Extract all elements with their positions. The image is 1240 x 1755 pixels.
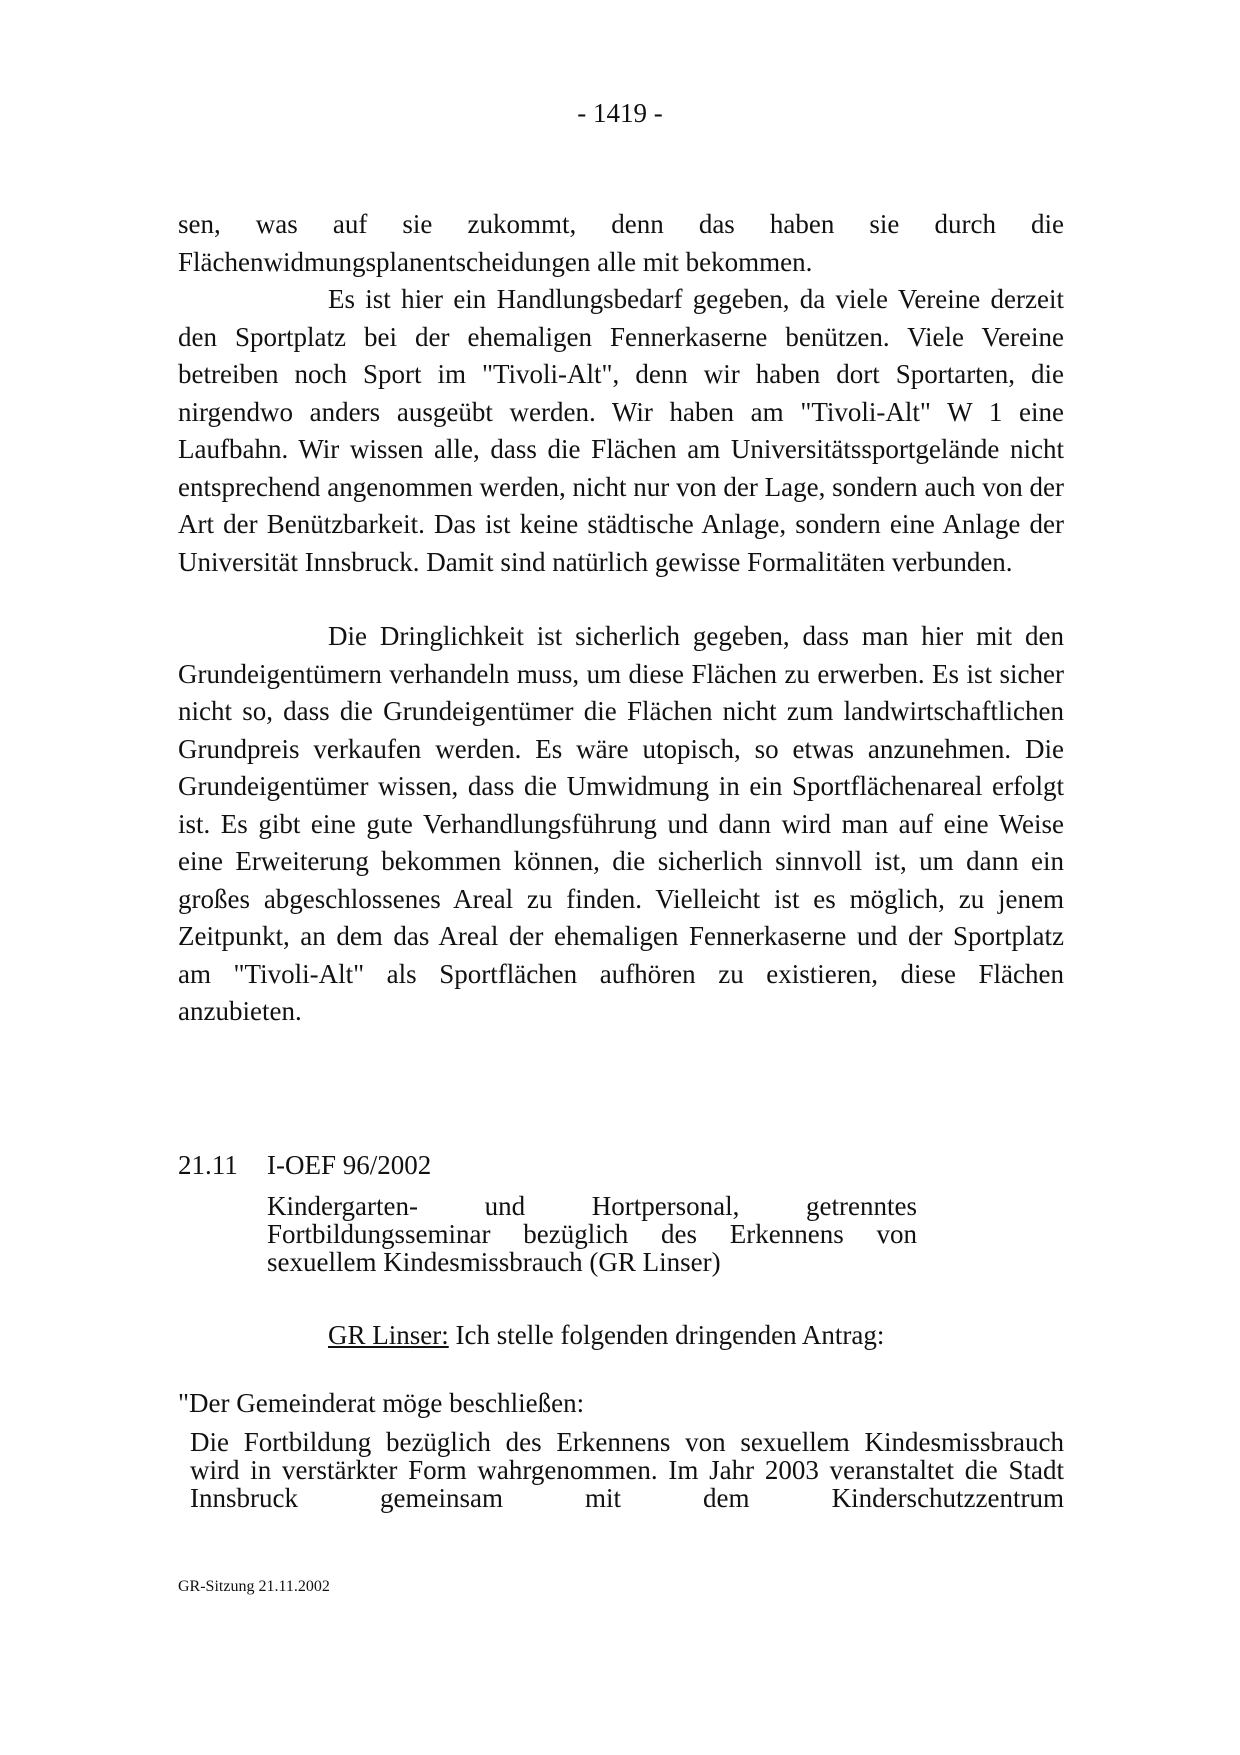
motion-intro — [328, 1318, 884, 1352]
section-reference: I-OEF 96/2002 — [267, 1150, 432, 1180]
paragraph-text: sen, was auf sie zukommt, denn das haben sie durch die Flächenwidmungsplanentscheidungen alle mit bekommen. — [178, 209, 1064, 277]
page-footer: GR-Sitzung 21.11.2002 — [178, 1578, 330, 1595]
paragraph-text: Es ist hier ein Handlungsbedarf gegeben, da viele Vereine derzeit den Sportplatz bei der ehemaligen Fennerkaserne benützen. Viele Vereine betreiben noch Sport im "Tivoli-Alt", denn wir haben dort Sportarten, die nirgendwo anders ausgeübt werden. Wir haben am "Tivoli-Alt" W 1 eine Laufbahn. Wir wissen alle, dass die Flächen am Universitätssportgelände nicht entsprechend angenommen werden, nicht nur von der Lage, sondern auch von der Art der Benützbarkeit. Das ist keine städtische Anlage, sondern eine Anlage der Universität Innsbruck. Damit sind natürlich gewisse Formalitäten verbunden. — [178, 284, 1064, 577]
motion-statement: Ich stelle folgenden dringenden Antrag: — [455, 1320, 885, 1350]
paragraph-text: Die Dringlichkeit ist sicherlich gegeben, dass man hier mit den Grundeigentümern verhandeln muss, um diese Flächen zu erwerben. Es ist sicher nicht so, dass die Grundeigentümer die Flächen nicht zum landwirtschaftlichen Grundpreis verkaufen werden. Es wäre utopisch, so etwas anzunehmen. Die Grundeigentümer wissen, dass die Umwidmung in ein Sportflächenareal erfolgt ist. Es gibt eine gute Verhandlungsführung und dann wird man auf eine Weise eine Erweiterung bekommen können, die sicherlich sinnvoll ist, um dann ein großes abgeschlossenes Areal zu finden. Vielleicht ist es möglich, zu jenem Zeitpunkt, an dem das Areal der ehemaligen Fennerkaserne und der Sportplatz am "Tivoli-Alt" als Sportflächen aufhören zu existieren, diese Flächen anzubieten. — [178, 621, 1064, 1026]
section-heading — [178, 1148, 431, 1182]
paragraph-sports-facilities — [178, 281, 1064, 581]
paragraph-continuation — [178, 206, 1064, 281]
section-subject: Kindergarten- und Hortpersonal, getrenntes Fortbildungsseminar bezüglich des Erkennens von sexuellem Kindesmissbrauch (GR Linser) — [267, 1191, 917, 1277]
section-number: 21.11 — [178, 1150, 238, 1180]
resolution-lead: "Der Gemeinderat möge beschließen: — [178, 1388, 585, 1418]
speaker-name: GR Linser: — [328, 1320, 449, 1350]
paragraph-urgency — [178, 618, 1064, 1031]
page-number: - 1419 - — [577, 98, 663, 128]
resolution-text: Die Fortbildung bezüglich des Erkennens von sexuellem Kindesmissbrauch wird in verstärkter Form wahrgenommen. Im Jahr 2003 veranstaltet die Stadt Innsbruck gemeinsam mit dem Kinderschutzzentrum — [190, 1427, 1064, 1513]
